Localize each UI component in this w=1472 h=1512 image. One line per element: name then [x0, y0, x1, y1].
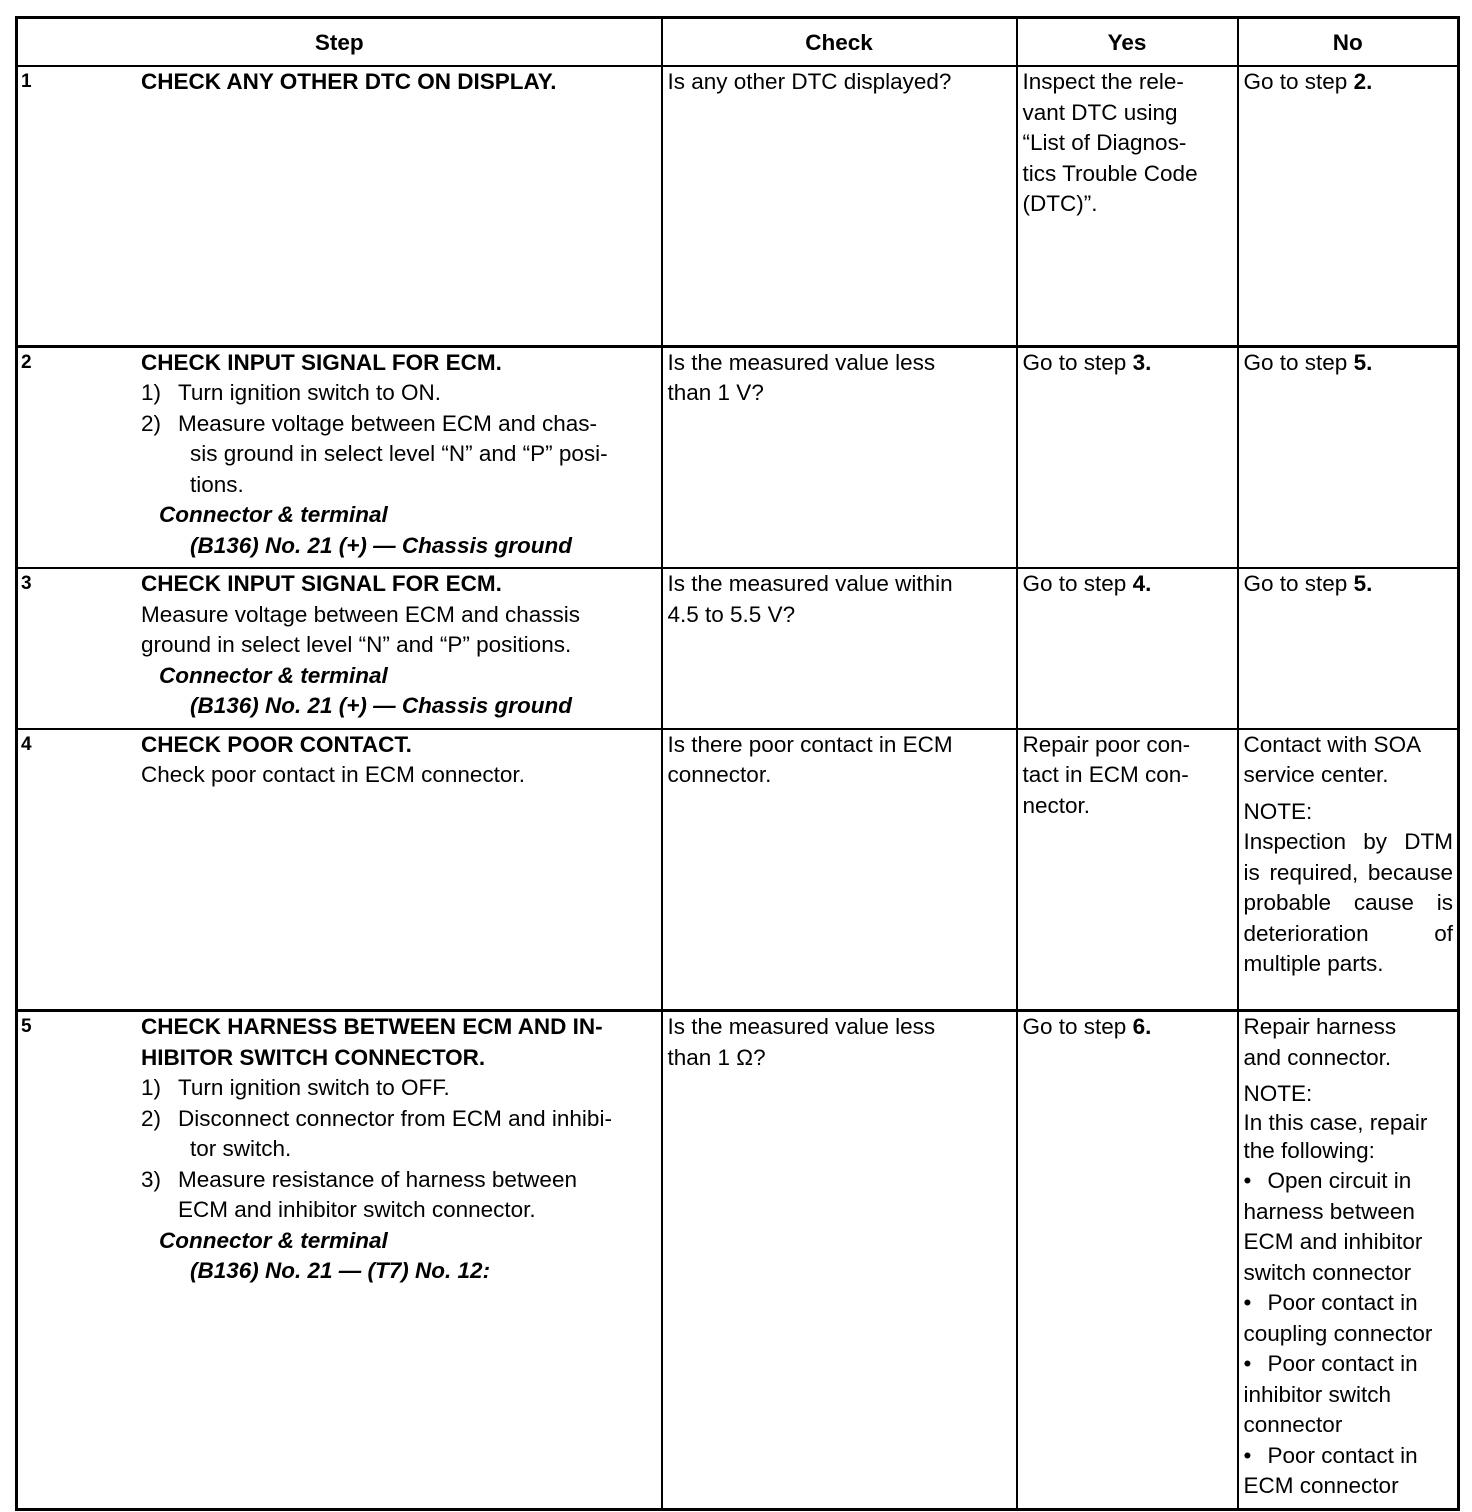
list-text: Measure resistance of harness between	[178, 1166, 577, 1192]
no-line: service center.	[1243, 762, 1389, 787]
list-number: 1)	[141, 380, 162, 405]
yes-step-ref: 6.	[1132, 1014, 1152, 1039]
yes-cell	[1017, 1011, 1238, 1510]
step-cell	[17, 66, 662, 346]
yes-text: Go to step	[1022, 571, 1133, 596]
table-row	[17, 66, 1459, 346]
check-cell	[662, 66, 1017, 346]
list-text: Turn ignition switch to ON.	[178, 380, 442, 405]
step-number: 3	[21, 573, 32, 594]
bullet-text: Poor contact in	[1267, 1290, 1418, 1315]
header-yes: Yes	[1017, 18, 1238, 67]
no-cell	[1238, 66, 1459, 346]
header-check: Check	[662, 18, 1017, 67]
list-item	[141, 409, 657, 501]
step-number: 1	[21, 71, 32, 92]
yes-line: Inspect the rele-	[1022, 69, 1184, 94]
list-text: sis ground in select level “N” and “P” posi-	[190, 441, 608, 466]
bullet-text: switch connector	[1243, 1259, 1412, 1285]
table-row	[17, 729, 1459, 1011]
bullet-text: coupling connector	[1243, 1320, 1433, 1346]
table-row	[17, 1011, 1459, 1510]
step-number: 2	[21, 351, 32, 373]
note-text: In this case, repair	[1243, 1109, 1428, 1135]
bullet-text: Poor contact in	[1267, 1442, 1418, 1468]
yes-line: (DTC)”.	[1022, 191, 1098, 216]
bullet-text: harness between	[1243, 1198, 1415, 1224]
connector-label: Connector & terminal	[159, 502, 388, 527]
yes-text: Go to step	[1022, 1014, 1133, 1039]
note-text: the following:	[1243, 1137, 1375, 1163]
list-text: ECM and inhibitor switch connector.	[178, 1197, 536, 1222]
no-cell	[1238, 729, 1459, 1011]
check-text: Is the measured value less	[667, 1014, 936, 1039]
no-text: Go to step	[1243, 571, 1354, 596]
step-body: Measure voltage between ECM and chassis	[141, 601, 580, 627]
check-text: than 1 V?	[667, 380, 764, 405]
check-cell	[662, 729, 1017, 1011]
header-step: Step	[17, 18, 662, 67]
step-title: CHECK INPUT SIGNAL FOR ECM.	[141, 349, 502, 375]
check-cell	[662, 1011, 1017, 1510]
list-number: 3)	[141, 1166, 162, 1192]
bullet-item	[1244, 1349, 1454, 1380]
bullet-text: ECM connector	[1243, 1473, 1399, 1498]
check-text: connector.	[667, 762, 772, 787]
no-line: and connector.	[1243, 1044, 1392, 1070]
no-step-ref: 5.	[1353, 349, 1373, 375]
check-text: than 1 Ω?	[667, 1044, 766, 1070]
no-line: Contact with SOA	[1243, 731, 1422, 757]
step-cell	[17, 568, 662, 729]
connector-value: (B136) No. 21 — (T7) No. 12:	[190, 1258, 491, 1283]
no-text: Go to step	[1243, 69, 1354, 94]
yes-line: tics Trouble Code	[1022, 160, 1198, 186]
no-step-ref: 5.	[1353, 571, 1373, 596]
connector-value: (B136) No. 21 (+) — Chassis ground	[190, 532, 572, 558]
table-row	[17, 346, 1459, 568]
note-label: NOTE:	[1243, 1081, 1313, 1106]
no-cell	[1238, 1011, 1459, 1510]
list-text: Measure voltage between ECM and chas-	[178, 410, 597, 436]
check-text: Is the measured value less	[667, 349, 936, 375]
note-text: Inspection by DTM is required, because probable cause is deterioration of multiple parts.	[1243, 829, 1453, 976]
list-item	[141, 378, 657, 409]
step-cell	[17, 346, 662, 568]
bullet-text: Open circuit in	[1267, 1168, 1412, 1193]
step-title: HIBITOR SWITCH CONNECTOR.	[141, 1044, 486, 1070]
list-text: tions.	[190, 471, 244, 497]
yes-line: Repair poor con-	[1022, 731, 1191, 757]
check-text: 4.5 to 5.5 V?	[667, 601, 796, 627]
yes-cell	[1017, 568, 1238, 729]
step-body: Check poor contact in ECM connector.	[141, 762, 525, 787]
step-title: CHECK INPUT SIGNAL FOR ECM.	[141, 571, 502, 596]
yes-step-ref: 3.	[1132, 349, 1152, 375]
bullet-icon: •	[1243, 1442, 1252, 1468]
yes-line: “List of Diagnos-	[1022, 130, 1187, 155]
yes-cell	[1017, 66, 1238, 346]
check-text: Is the measured value within	[667, 571, 953, 596]
step-title: CHECK ANY OTHER DTC ON DISPLAY.	[141, 69, 557, 94]
bullet-text: inhibitor switch	[1243, 1381, 1392, 1407]
yes-line: tact in ECM con-	[1022, 762, 1189, 787]
table-row	[17, 568, 1459, 729]
list-number: 2)	[141, 410, 162, 436]
step-cell	[17, 1011, 662, 1510]
step-title: CHECK HARNESS BETWEEN ECM AND IN-	[141, 1014, 603, 1039]
check-text: Is any other DTC displayed?	[667, 69, 952, 94]
no-line: Repair harness	[1243, 1014, 1397, 1039]
check-cell	[662, 568, 1017, 729]
step-number: 4	[21, 733, 32, 755]
no-step-ref: 2.	[1353, 69, 1373, 94]
list-text: Turn ignition switch to OFF.	[178, 1075, 450, 1100]
connector-label: Connector & terminal	[159, 662, 388, 688]
list-item	[141, 1165, 657, 1226]
bullet-item	[1244, 1288, 1454, 1319]
bullet-icon: •	[1243, 1351, 1252, 1376]
list-number: 2)	[141, 1105, 162, 1131]
bullet-icon: •	[1243, 1290, 1252, 1315]
list-item	[141, 1073, 657, 1104]
check-text: Is there poor contact in ECM	[667, 731, 953, 757]
bullet-icon: •	[1243, 1168, 1252, 1193]
bullet-text: Poor contact in	[1267, 1351, 1418, 1376]
bullet-item	[1244, 1441, 1454, 1472]
connector-label: Connector & terminal	[159, 1227, 388, 1253]
step-cell	[17, 729, 662, 1011]
header-no: No	[1238, 18, 1459, 67]
note-label: NOTE:	[1243, 798, 1313, 824]
yes-cell	[1017, 346, 1238, 568]
list-text: tor switch.	[190, 1136, 292, 1161]
no-cell	[1238, 568, 1459, 729]
header-row	[17, 18, 1459, 67]
list-number: 1)	[141, 1075, 162, 1100]
no-cell	[1238, 346, 1459, 568]
diagnostic-table	[15, 16, 1460, 1511]
no-text: Go to step	[1243, 349, 1354, 375]
list-text: Disconnect connector from ECM and inhibi-	[178, 1105, 612, 1131]
step-title: CHECK POOR CONTACT.	[141, 731, 412, 757]
bullet-text: connector	[1243, 1412, 1343, 1437]
check-cell	[662, 346, 1017, 568]
yes-line: nector.	[1022, 792, 1091, 818]
yes-cell	[1017, 729, 1238, 1011]
step-number: 5	[21, 1016, 32, 1037]
yes-text: Go to step	[1022, 349, 1133, 375]
step-body: ground in select level “N” and “P” positions.	[141, 632, 572, 657]
bullet-item	[1244, 1166, 1454, 1197]
list-item	[141, 1104, 657, 1165]
yes-line: vant DTC using	[1022, 99, 1178, 125]
yes-step-ref: 4.	[1132, 571, 1152, 596]
bullet-text: ECM and inhibitor	[1243, 1229, 1423, 1254]
connector-value: (B136) No. 21 (+) — Chassis ground	[190, 693, 572, 718]
